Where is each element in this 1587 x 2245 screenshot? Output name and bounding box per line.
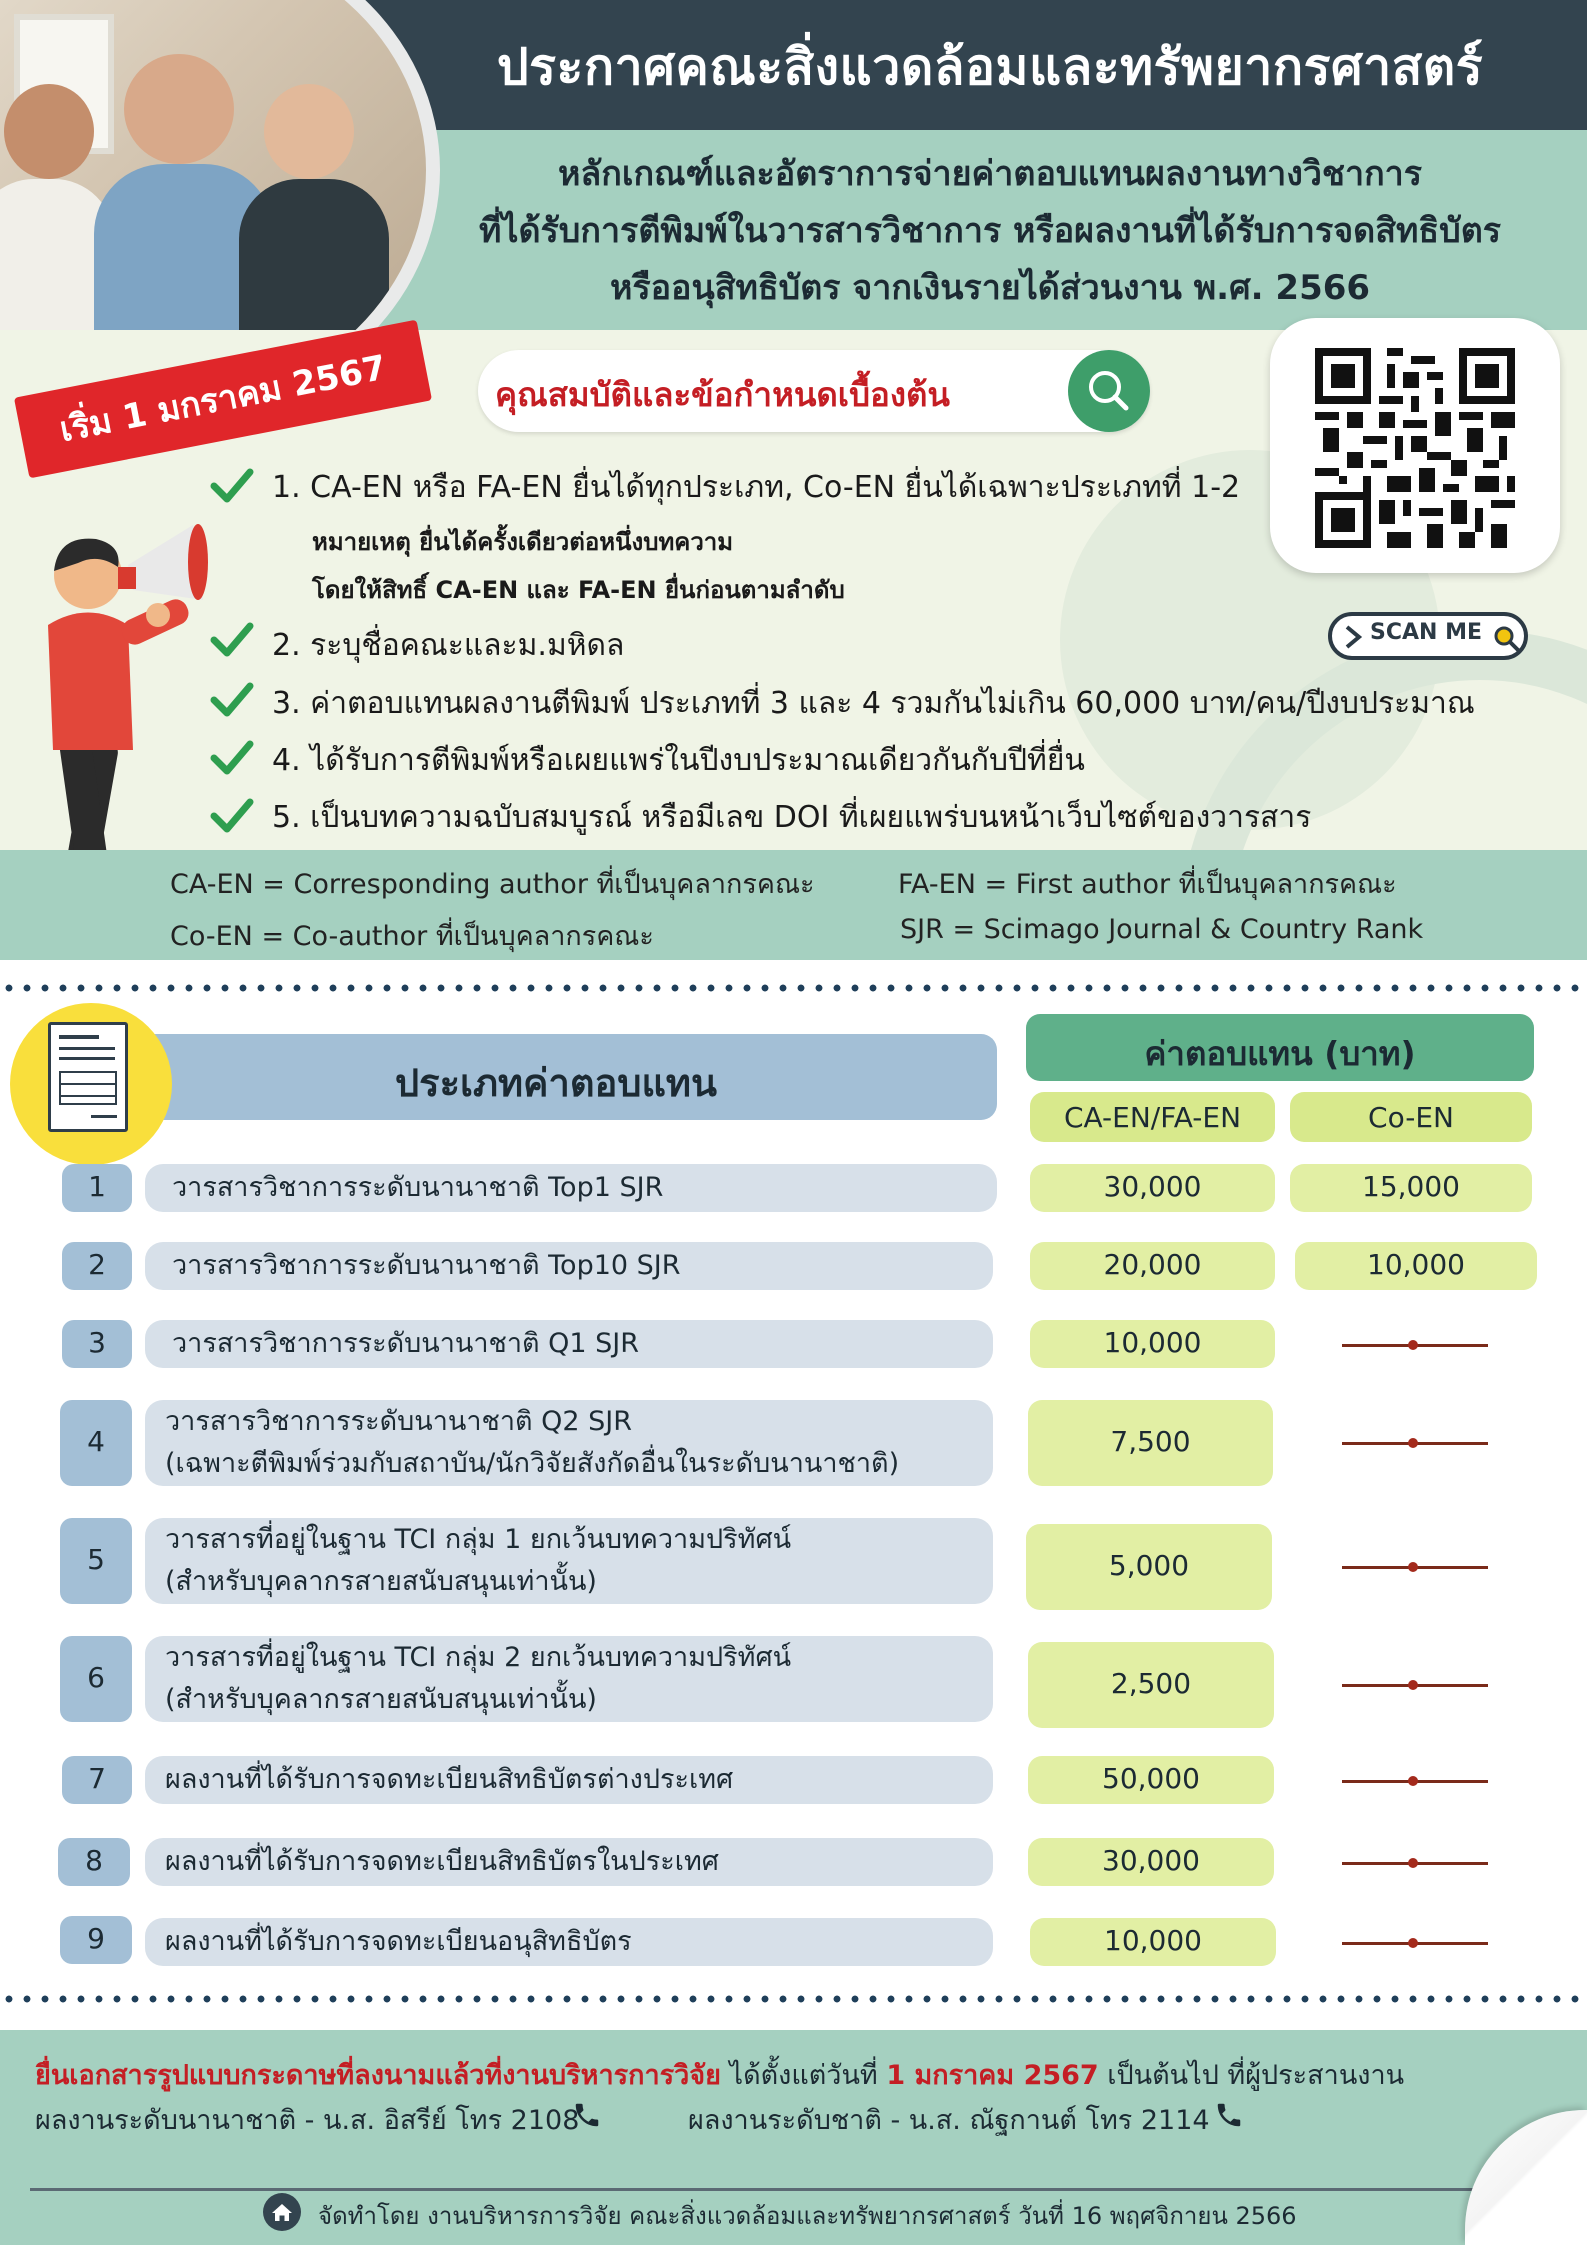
criteria-item: 1. CA-EN หรือ FA-EN ยื่นได้ทุกประเภท, Co-EN ยื่นได้เฉพาะประเภทที่ 1-2 bbox=[272, 470, 1241, 505]
phone-icon bbox=[1214, 2098, 1244, 2132]
criteria-item: 3. ค่าตอบแทนผลงานตีพิมพ์ ประเภทที่ 3 และ 4 รวมกันไม่เกิน 60,000 บาท/คน/ปีงบประมาณ bbox=[272, 686, 1475, 721]
row-description-line: (เฉพาะตีพิมพ์ร่วมกับสถาบัน/นักวิจัยสังกัดอื่นในระดับนานาชาติ) bbox=[165, 1448, 900, 1479]
note-line: หมายเหตุ ยื่นได้ครั้งเดียวต่อหนึ่งบทความ bbox=[312, 528, 734, 556]
ca-value: 10,000 bbox=[1103, 1326, 1202, 1359]
row-number: 3 bbox=[88, 1326, 106, 1359]
abbreviation: SJR = Scimago Journal & Country Rank bbox=[900, 914, 1424, 945]
check-icon bbox=[210, 738, 254, 778]
note-line: โดยให้สิทธิ์ CA-EN และ FA-EN ยื่นก่อนตามลำดับ bbox=[312, 576, 845, 604]
no-value-dash bbox=[1342, 1680, 1488, 1690]
search-icon bbox=[1068, 350, 1150, 432]
row-description-line: (สำหรับบุคลากรสายสนับสนุนเท่านั้น) bbox=[165, 1566, 597, 1597]
qr-code-icon[interactable] bbox=[1315, 348, 1515, 548]
row-number: 7 bbox=[88, 1762, 106, 1795]
contact-international-text: ผลงานระดับนานาชาติ - น.ส. อิสรีย์ โทร 2108 bbox=[35, 2105, 580, 2136]
no-value-dash bbox=[1342, 1438, 1488, 1448]
criteria-item: 2. ระบุชื่อคณะและม.มหิดล bbox=[272, 628, 625, 663]
row-description: วารสารวิชาการระดับนานาชาติ Top1 SJR bbox=[172, 1172, 664, 1203]
abbreviation: Co-EN = Co-author ที่เป็นบุคลากรคณะ bbox=[170, 921, 654, 952]
row-description-line: วารสารที่อยู่ในฐาน TCI กลุ่ม 1 ยกเว้นบทความปริทัศน์ bbox=[165, 1524, 792, 1555]
abbreviation: CA-EN = Corresponding author ที่เป็นบุคลากรคณะ bbox=[170, 869, 815, 900]
page-title: ประกาศคณะสิ่งแวดล้อมและทรัพยากรศาสตร์ bbox=[496, 38, 1484, 96]
ca-value: 2,500 bbox=[1110, 1667, 1192, 1700]
subtitle-line: หรืออนุสิทธิบัตร จากเงินรายได้ส่วนงาน พ.ศ. 2566 bbox=[609, 268, 1371, 308]
submission-note bbox=[35, 2053, 1404, 2096]
row-number: 8 bbox=[85, 1844, 103, 1877]
ca-value: 7,500 bbox=[1110, 1425, 1191, 1458]
row-description-line: วารสารที่อยู่ในฐาน TCI กลุ่ม 2 ยกเว้นบทความปริทัศน์ bbox=[165, 1642, 792, 1673]
co-value: 10,000 bbox=[1367, 1248, 1465, 1281]
chevron-right-icon bbox=[1342, 623, 1366, 651]
dotted-divider bbox=[0, 1995, 1587, 2003]
dotted-divider bbox=[0, 984, 1587, 992]
phone-icon bbox=[572, 2098, 602, 2132]
submission-date: 1 มกราคม 2567 bbox=[886, 2060, 1099, 2091]
row-description: ผลงานที่ได้รับการจดทะเบียนอนุสิทธิบัตร bbox=[165, 1926, 632, 1957]
type-header-label: ประเภทค่าตอบแทน bbox=[395, 1061, 717, 1105]
row-number: 2 bbox=[88, 1248, 106, 1281]
ca-value: 10,000 bbox=[1104, 1924, 1202, 1957]
row-number: 9 bbox=[87, 1922, 105, 1955]
criteria-item: 5. เป็นบทความฉบับสมบูรณ์ หรือมีเลข DOI ที่เผยแพร่บนหน้าเว็บไซต์ของวารสาร bbox=[272, 800, 1312, 835]
row-number: 6 bbox=[87, 1661, 105, 1694]
check-icon bbox=[210, 466, 254, 506]
page-subtitle bbox=[420, 146, 1560, 317]
no-value-dash bbox=[1342, 1938, 1488, 1948]
no-value-dash bbox=[1342, 1340, 1488, 1350]
footer-separator bbox=[30, 2188, 1557, 2191]
compensation-header-label: ค่าตอบแทน (บาท) bbox=[1144, 1034, 1416, 1073]
ca-value: 5,000 bbox=[1108, 1549, 1190, 1582]
row-description: ผลงานที่ได้รับการจดทะเบียนสิทธิบัตรในประเทศ bbox=[165, 1846, 719, 1877]
check-icon bbox=[210, 620, 254, 660]
no-value-dash bbox=[1342, 1858, 1488, 1868]
row-number: 5 bbox=[87, 1543, 105, 1576]
row-description-line: วารสารวิชาการระดับนานาชาติ Q2 SJR bbox=[165, 1406, 633, 1437]
qualifications-heading: คุณสมบัติและข้อกำหนดเบื้องต้น bbox=[495, 375, 950, 414]
criteria-item: 4. ได้รับการตีพิมพ์หรือเผยแพร่ในปีงบประมาณเดียวกันกับปีที่ยื่น bbox=[272, 743, 1085, 778]
ca-value: 30,000 bbox=[1102, 1844, 1200, 1877]
start-date-banner: เริ่ม 1 มกราคม 2567 bbox=[14, 320, 432, 479]
check-icon bbox=[210, 796, 254, 836]
ca-value: 20,000 bbox=[1103, 1248, 1202, 1281]
qr-card bbox=[1270, 318, 1560, 573]
co-value: 15,000 bbox=[1362, 1170, 1460, 1203]
ca-value: 30,000 bbox=[1103, 1170, 1202, 1203]
contact-national bbox=[688, 2098, 1210, 2141]
row-description: วารสารวิชาการระดับนานาชาติ Q1 SJR bbox=[172, 1328, 640, 1359]
submission-note-mid: ได้ตั้งแต่วันที่ bbox=[720, 2060, 887, 2091]
no-value-dash bbox=[1342, 1776, 1488, 1786]
check-icon bbox=[210, 680, 254, 720]
home-icon bbox=[262, 2192, 302, 2232]
row-description: วารสารวิชาการระดับนานาชาติ Top10 SJR bbox=[172, 1250, 681, 1281]
row-description: ผลงานที่ได้รับการจดทะเบียนสิทธิบัตรต่างประเทศ bbox=[165, 1764, 734, 1795]
row-number: 4 bbox=[87, 1425, 105, 1458]
document-icon bbox=[48, 1022, 128, 1132]
abbreviation: FA-EN = First author ที่เป็นบุคลากรคณะ bbox=[898, 869, 1397, 900]
scan-me-label: SCAN ME bbox=[1370, 620, 1483, 645]
col-header-co-en-label: Co-EN bbox=[1368, 1101, 1454, 1134]
contact-national-text: ผลงานระดับชาติ - น.ส. ณัฐกานต์ โทร 2114 bbox=[688, 2105, 1210, 2136]
subtitle-line: ที่ได้รับการตีพิมพ์ในวารสารวิชาการ หรือผลงานที่ได้รับการจดสิทธิบัตร bbox=[478, 211, 1502, 251]
row-number: 1 bbox=[88, 1170, 106, 1203]
contact-international bbox=[35, 2098, 579, 2141]
submission-note-end: เป็นต้นไป ที่ผู้ประสานงาน bbox=[1098, 2060, 1405, 2091]
no-value-dash bbox=[1342, 1562, 1488, 1572]
ca-value: 50,000 bbox=[1102, 1762, 1200, 1795]
col-header-ca-en-label: CA-EN/FA-EN bbox=[1063, 1101, 1242, 1134]
row-description-line: (สำหรับบุคลากรสายสนับสนุนเท่านั้น) bbox=[165, 1684, 597, 1715]
submission-note-red: ยื่นเอกสารรูปแบบกระดาษที่ลงนามแล้วที่งานบริหารการวิจัย bbox=[35, 2060, 721, 2091]
magnifier-icon bbox=[1492, 624, 1522, 654]
subtitle-line: หลักเกณฑ์และอัตราการจ่ายค่าตอบแทนผลงานทางวิชาการ bbox=[557, 154, 1423, 194]
credit-line: จัดทำโดย งานบริหารการวิจัย คณะสิ่งแวดล้อมและทรัพยากรศาสตร์ วันที่ 16 พฤศจิกายน 2566 bbox=[318, 2202, 1297, 2230]
